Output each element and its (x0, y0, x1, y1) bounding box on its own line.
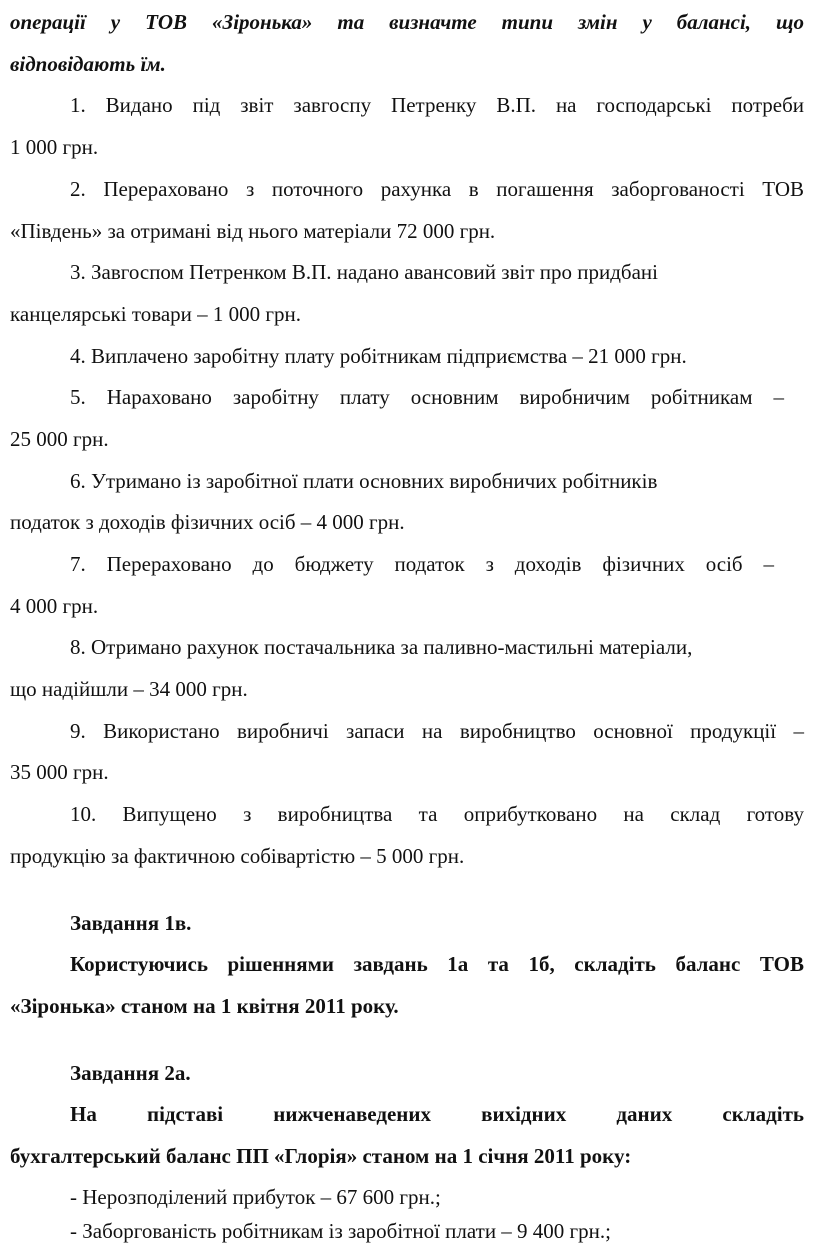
task-2a-item-1: - Нерозподілений прибуток – 67 600 грн.; (70, 1185, 441, 1209)
task-1v-line-1: Користуючись рішеннями завдань 1а та 1б, складіть баланс ТОВ (70, 952, 804, 976)
task-2a-line-2: бухгалтерський баланс ПП «Глорія» станом на 1 січня 2011 року: (10, 1144, 632, 1168)
task-1v-title: Завдання 1в. (70, 911, 192, 935)
task-2a-title: Завдання 2а. (70, 1061, 191, 1085)
operation-9-line-2: 35 000 грн. (10, 760, 109, 784)
operation-9-line-1: 9. Використано виробничі запаси на виробництво основної продукції – (70, 719, 804, 743)
operation-3-line-1: 3. Завгоспом Петренком В.П. надано авансовий звіт про придбані (70, 260, 658, 284)
operation-7-line-1: 7. Перераховано до бюджету податок з доходів фізичних осіб – (70, 552, 774, 576)
operation-1-line-2: 1 000 грн. (10, 135, 99, 159)
operation-1-line-1: 1. Видано під звіт завгоспу Петренку В.П. на господарські потреби (70, 93, 804, 117)
operation-5-line-2: 25 000 грн. (10, 427, 109, 451)
operation-10-line-1: 10. Випущено з виробництва та оприбутковано на склад готову (70, 802, 804, 826)
operation-6-line-1: 6. Утримано із заробітної плати основних виробничих робітників (70, 469, 658, 493)
intro-line-1: операції у ТОВ «Зіронька» та визначте типи змін у балансі, що (10, 10, 804, 34)
operation-4-line-1: 4. Виплачено заробітну плату робітникам підприємства – 21 000 грн. (70, 344, 687, 368)
task-1v-line-2: «Зіронька» станом на 1 квітня 2011 року. (10, 994, 399, 1018)
intro-line-2: відповідають їм. (10, 52, 166, 76)
operation-6-line-2: податок з доходів фізичних осіб – 4 000 грн. (10, 510, 405, 534)
operation-8-line-1: 8. Отримано рахунок постачальника за паливно-мастильні матеріали, (70, 635, 693, 659)
operation-10-line-2: продукцію за фактичною собівартістю – 5 000 грн. (10, 844, 465, 868)
operation-7-line-2: 4 000 грн. (10, 594, 99, 618)
operation-8-line-2: що надійшли – 34 000 грн. (10, 677, 248, 701)
operation-2-line-2: «Південь» за отримані від нього матеріали 72 000 грн. (10, 219, 496, 243)
operation-3-line-2: канцелярські товари – 1 000 грн. (10, 302, 302, 326)
operation-2-line-1: 2. Перераховано з поточного рахунка в погашення заборгованості ТОВ (70, 177, 804, 201)
task-2a-line-1: На підставі нижченаведених вихідних даних складіть (70, 1102, 804, 1126)
operation-5-line-1: 5. Нараховано заробітну плату основним виробничим робітникам – (70, 385, 784, 409)
task-2a-item-2: - Заборгованість робітникам із заробітної плати – 9 400 грн.; (70, 1219, 611, 1243)
